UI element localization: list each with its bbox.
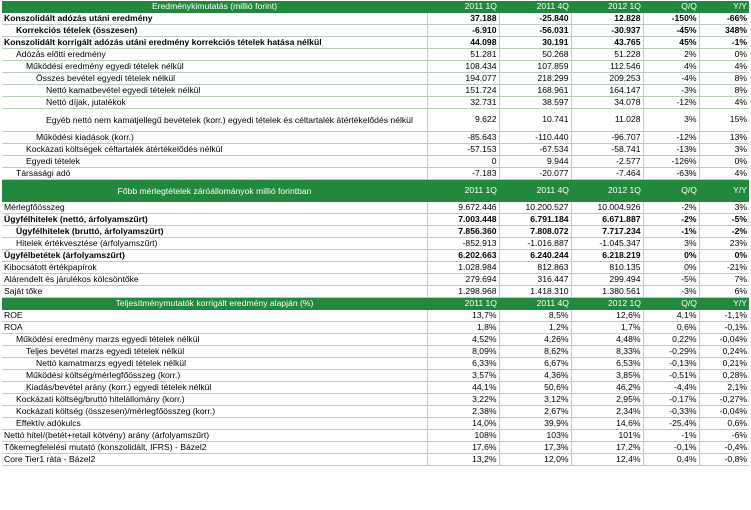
cell-v2: 30.191 bbox=[499, 37, 571, 49]
cell-v2: 10.741 bbox=[499, 109, 571, 132]
column-header: Y/Y bbox=[699, 180, 749, 203]
column-header: 2011 1Q bbox=[427, 180, 499, 203]
column-header: 2011 4Q bbox=[499, 1, 571, 13]
cell-v3: 6.671.887 bbox=[571, 214, 643, 226]
table-row bbox=[2, 406, 749, 418]
row-label: Működési eredmény egyedi tételek nélkül bbox=[2, 61, 427, 73]
cell-yy: 8% bbox=[699, 85, 749, 97]
cell-v3: 17,2% bbox=[571, 442, 643, 454]
cell-v3: 43.765 bbox=[571, 37, 643, 49]
cell-qq: -3% bbox=[643, 85, 699, 97]
cell-yy: 13% bbox=[699, 132, 749, 144]
cell-v1: 44.098 bbox=[427, 37, 499, 49]
cell-v1: 151.724 bbox=[427, 85, 499, 97]
cell-v2: 39,9% bbox=[499, 418, 571, 430]
cell-v1: 7.003.448 bbox=[427, 214, 499, 226]
section-header bbox=[2, 180, 749, 203]
cell-v2: -1.016.887 bbox=[499, 238, 571, 250]
cell-v1: 0 bbox=[427, 156, 499, 168]
row-label: Hitelek értékvesztése (árfolyamszűrt) bbox=[2, 238, 427, 250]
table-row bbox=[2, 358, 749, 370]
cell-qq: -0,17% bbox=[643, 394, 699, 406]
row-label: Nettó kamatbevétel egyedi tételek nélkül bbox=[2, 85, 427, 97]
cell-v2: 1.418.310 bbox=[499, 286, 571, 298]
cell-v3: 12.828 bbox=[571, 13, 643, 25]
cell-v2: 38.597 bbox=[499, 97, 571, 109]
table-row bbox=[2, 418, 749, 430]
cell-v2: 316.447 bbox=[499, 274, 571, 286]
cell-qq: -150% bbox=[643, 13, 699, 25]
column-header: 2011 4Q bbox=[499, 180, 571, 203]
cell-v1: 279.694 bbox=[427, 274, 499, 286]
cell-v3: 4,48% bbox=[571, 334, 643, 346]
cell-v3: -2.577 bbox=[571, 156, 643, 168]
table-row bbox=[2, 442, 749, 454]
cell-v1: 6.202.663 bbox=[427, 250, 499, 262]
cell-v2: 168.961 bbox=[499, 85, 571, 97]
cell-yy: 0,6% bbox=[699, 418, 749, 430]
cell-v1: 6,33% bbox=[427, 358, 499, 370]
cell-v1: -57.153 bbox=[427, 144, 499, 156]
cell-v2: 50,6% bbox=[499, 382, 571, 394]
cell-v1: 1,8% bbox=[427, 322, 499, 334]
cell-v2: 4,26% bbox=[499, 334, 571, 346]
table-row bbox=[2, 156, 749, 168]
table-row bbox=[2, 37, 749, 49]
cell-v1: 9.672.446 bbox=[427, 202, 499, 214]
cell-v3: 810.135 bbox=[571, 262, 643, 274]
cell-v1: 7.856.360 bbox=[427, 226, 499, 238]
cell-v1: -7.183 bbox=[427, 168, 499, 180]
row-label: Működési eredmény marzs egyedi tételek nélkül bbox=[2, 334, 427, 346]
row-label: Core Tier1 ráta - Bázel2 bbox=[2, 454, 427, 466]
table-row bbox=[2, 238, 749, 250]
column-header: Q/Q bbox=[643, 1, 699, 13]
row-label: Kiadás/bevétel arány (korr.) egyedi tételek nélkül bbox=[2, 382, 427, 394]
cell-qq: 0% bbox=[643, 250, 699, 262]
cell-yy: 0,28% bbox=[699, 370, 749, 382]
cell-yy: -66% bbox=[699, 13, 749, 25]
cell-yy: -1% bbox=[699, 37, 749, 49]
cell-yy: 3% bbox=[699, 144, 749, 156]
row-label: Kockázati költségek céltartalék átértékelődés nélkül bbox=[2, 144, 427, 156]
cell-v1: 13,2% bbox=[427, 454, 499, 466]
row-label: Kockázati költség/bruttó hitelállomány (korr.) bbox=[2, 394, 427, 406]
cell-v1: 1.028.984 bbox=[427, 262, 499, 274]
table-row bbox=[2, 250, 749, 262]
cell-v3: 12,6% bbox=[571, 310, 643, 322]
row-label: Összes bevétel egyedi tételek nélkül bbox=[2, 73, 427, 85]
cell-qq: -12% bbox=[643, 132, 699, 144]
column-header: Y/Y bbox=[699, 298, 749, 311]
table-row bbox=[2, 346, 749, 358]
table-row bbox=[2, 454, 749, 466]
cell-qq: -12% bbox=[643, 97, 699, 109]
cell-yy: -2% bbox=[699, 226, 749, 238]
cell-qq: -3% bbox=[643, 286, 699, 298]
cell-v3: -30.937 bbox=[571, 25, 643, 37]
row-label: ROE bbox=[2, 310, 427, 322]
cell-v2: 10.200.527 bbox=[499, 202, 571, 214]
cell-v2: 218.299 bbox=[499, 73, 571, 85]
cell-qq: 45% bbox=[643, 37, 699, 49]
row-label: Tőkemegfelelési mutató (konszolidált, IFRS) - Bázel2 bbox=[2, 442, 427, 454]
cell-v1: -85.643 bbox=[427, 132, 499, 144]
cell-yy: 23% bbox=[699, 238, 749, 250]
cell-v2: -20.077 bbox=[499, 168, 571, 180]
cell-v2: 50.268 bbox=[499, 49, 571, 61]
table-row bbox=[2, 168, 749, 180]
table-row bbox=[2, 214, 749, 226]
cell-v1: -6.910 bbox=[427, 25, 499, 37]
table-row bbox=[2, 49, 749, 61]
section-title: Teljesítménymutatók korrigált eredmény alapján (%) bbox=[2, 298, 427, 311]
cell-qq: -63% bbox=[643, 168, 699, 180]
section-header bbox=[2, 298, 749, 311]
cell-yy: 4% bbox=[699, 61, 749, 73]
row-label: Alárendelt és járulékos kölcsöntőke bbox=[2, 274, 427, 286]
cell-v3: -96.707 bbox=[571, 132, 643, 144]
table-row bbox=[2, 226, 749, 238]
cell-yy: 0,21% bbox=[699, 358, 749, 370]
cell-qq: -0,29% bbox=[643, 346, 699, 358]
cell-v2: 8,62% bbox=[499, 346, 571, 358]
cell-v3: 7.717.234 bbox=[571, 226, 643, 238]
cell-yy: 4% bbox=[699, 97, 749, 109]
cell-yy: 0,24% bbox=[699, 346, 749, 358]
cell-v2: -67.534 bbox=[499, 144, 571, 156]
cell-v1: 108.434 bbox=[427, 61, 499, 73]
cell-v1: 13,7% bbox=[427, 310, 499, 322]
cell-yy: -0,27% bbox=[699, 394, 749, 406]
row-label: Társasági adó bbox=[2, 168, 427, 180]
cell-v3: 11.028 bbox=[571, 109, 643, 132]
cell-yy: -0,8% bbox=[699, 454, 749, 466]
table-row bbox=[2, 274, 749, 286]
row-label: Ügyfélhitelek (nettó, árfolyamszűrt) bbox=[2, 214, 427, 226]
cell-v3: -7.464 bbox=[571, 168, 643, 180]
row-label: Mérlegfőösszeg bbox=[2, 202, 427, 214]
cell-qq: 4,1% bbox=[643, 310, 699, 322]
table-row bbox=[2, 262, 749, 274]
cell-qq: 3% bbox=[643, 109, 699, 132]
row-label: Egyedi tételek bbox=[2, 156, 427, 168]
row-label: Nettó díjak, jutalékok bbox=[2, 97, 427, 109]
cell-qq: -0,33% bbox=[643, 406, 699, 418]
table-row bbox=[2, 430, 749, 442]
row-label: Kockázati költség (összesen)/mérlegfőösszeg (korr.) bbox=[2, 406, 427, 418]
column-header: 2012 1Q bbox=[571, 298, 643, 311]
cell-yy: -0,04% bbox=[699, 334, 749, 346]
cell-v3: 8,33% bbox=[571, 346, 643, 358]
cell-qq: 0,22% bbox=[643, 334, 699, 346]
cell-v3: -1.045.347 bbox=[571, 238, 643, 250]
cell-v3: 1,7% bbox=[571, 322, 643, 334]
cell-v1: 108% bbox=[427, 430, 499, 442]
cell-yy: -0,1% bbox=[699, 322, 749, 334]
table-row bbox=[2, 286, 749, 298]
cell-v2: -110.440 bbox=[499, 132, 571, 144]
cell-v2: 3,12% bbox=[499, 394, 571, 406]
cell-yy: 8% bbox=[699, 73, 749, 85]
table-row bbox=[2, 73, 749, 85]
row-label: Kibocsátott értékpapírok bbox=[2, 262, 427, 274]
cell-v3: -58.741 bbox=[571, 144, 643, 156]
row-label: Saját tőke bbox=[2, 286, 427, 298]
cell-v3: 2,34% bbox=[571, 406, 643, 418]
cell-yy: 6% bbox=[699, 286, 749, 298]
table-row bbox=[2, 132, 749, 144]
cell-v3: 2,95% bbox=[571, 394, 643, 406]
cell-v2: -25.840 bbox=[499, 13, 571, 25]
section-header bbox=[2, 1, 749, 13]
cell-qq: -1% bbox=[643, 226, 699, 238]
cell-v2: 6,67% bbox=[499, 358, 571, 370]
cell-yy: 0% bbox=[699, 250, 749, 262]
table-row bbox=[2, 382, 749, 394]
cell-v2: 2,67% bbox=[499, 406, 571, 418]
cell-v1: 194.077 bbox=[427, 73, 499, 85]
row-label: Konszolidált adózás utáni eredmény bbox=[2, 13, 427, 25]
cell-v2: -56.031 bbox=[499, 25, 571, 37]
cell-v3: 101% bbox=[571, 430, 643, 442]
column-header: Q/Q bbox=[643, 180, 699, 203]
cell-v2: 4,36% bbox=[499, 370, 571, 382]
table-row bbox=[2, 370, 749, 382]
cell-v1: 3,22% bbox=[427, 394, 499, 406]
cell-qq: 0,4% bbox=[643, 454, 699, 466]
cell-yy: 2,1% bbox=[699, 382, 749, 394]
row-label: Nettó hitel/(betét+retail kötvény) arány (árfolyamszűrt) bbox=[2, 430, 427, 442]
table-row bbox=[2, 334, 749, 346]
cell-qq: -4% bbox=[643, 73, 699, 85]
cell-qq: -45% bbox=[643, 25, 699, 37]
cell-v3: 164.147 bbox=[571, 85, 643, 97]
cell-yy: -1,1% bbox=[699, 310, 749, 322]
cell-yy: 4% bbox=[699, 168, 749, 180]
cell-v1: 4,52% bbox=[427, 334, 499, 346]
cell-v2: 107.859 bbox=[499, 61, 571, 73]
table-row bbox=[2, 144, 749, 156]
cell-v3: 12,4% bbox=[571, 454, 643, 466]
section-title: Főbb mérlegtételek záróállományok millió forintban bbox=[2, 180, 427, 203]
cell-yy: -0,4% bbox=[699, 442, 749, 454]
cell-v3: 6,53% bbox=[571, 358, 643, 370]
cell-v2: 6.240.244 bbox=[499, 250, 571, 262]
column-header: Q/Q bbox=[643, 298, 699, 311]
cell-yy: 348% bbox=[699, 25, 749, 37]
cell-v1: 9.622 bbox=[427, 109, 499, 132]
row-label: Konszolidált korrigált adózás utáni eredmény korrekciós tételek hatása nélkül bbox=[2, 37, 427, 49]
row-label: Működési költség/mérlegfőösszeg (korr.) bbox=[2, 370, 427, 382]
cell-qq: 3% bbox=[643, 238, 699, 250]
cell-qq: -0,51% bbox=[643, 370, 699, 382]
cell-v2: 1,2% bbox=[499, 322, 571, 334]
cell-qq: -0,1% bbox=[643, 442, 699, 454]
row-label: Egyéb nettó nem kamatjellegű bevételek (korr.) egyedi tételek és céltartalék átértékelődés nélkül bbox=[2, 109, 427, 132]
cell-v3: 46,2% bbox=[571, 382, 643, 394]
cell-qq: 4% bbox=[643, 61, 699, 73]
cell-yy: -6% bbox=[699, 430, 749, 442]
cell-v3: 112.546 bbox=[571, 61, 643, 73]
cell-yy: 15% bbox=[699, 109, 749, 132]
financial-summary-table bbox=[2, 1, 749, 466]
cell-v2: 17,3% bbox=[499, 442, 571, 454]
cell-qq: -1% bbox=[643, 430, 699, 442]
cell-v3: 6.218.219 bbox=[571, 250, 643, 262]
cell-v3: 299.494 bbox=[571, 274, 643, 286]
table-row bbox=[2, 25, 749, 37]
cell-qq: -2% bbox=[643, 202, 699, 214]
cell-v3: 34.078 bbox=[571, 97, 643, 109]
cell-v3: 1.380.561 bbox=[571, 286, 643, 298]
cell-yy: -21% bbox=[699, 262, 749, 274]
cell-qq: -13% bbox=[643, 144, 699, 156]
row-label: Teljes bevétel marzs egyedi tételek nélkül bbox=[2, 346, 427, 358]
financial-summary-sheet bbox=[2, 1, 749, 466]
cell-yy: 0% bbox=[699, 49, 749, 61]
row-label: Ügyfélbetétek (árfolyamszűrt) bbox=[2, 250, 427, 262]
table-row bbox=[2, 394, 749, 406]
cell-yy: -0,04% bbox=[699, 406, 749, 418]
cell-v2: 7.808.072 bbox=[499, 226, 571, 238]
cell-yy: 3% bbox=[699, 202, 749, 214]
column-header: Y/Y bbox=[699, 1, 749, 13]
table-body bbox=[2, 1, 749, 466]
cell-qq: 2% bbox=[643, 49, 699, 61]
cell-v1: 44,1% bbox=[427, 382, 499, 394]
cell-qq: -25,4% bbox=[643, 418, 699, 430]
row-label: Korrekciós tételek (összesen) bbox=[2, 25, 427, 37]
table-row bbox=[2, 61, 749, 73]
cell-v1: 17,6% bbox=[427, 442, 499, 454]
row-label: Működési kiadások (korr.) bbox=[2, 132, 427, 144]
cell-yy: 0% bbox=[699, 156, 749, 168]
cell-qq: -2% bbox=[643, 214, 699, 226]
cell-v1: 1.298.968 bbox=[427, 286, 499, 298]
row-label: Effektív adókulcs bbox=[2, 418, 427, 430]
cell-v1: 3,57% bbox=[427, 370, 499, 382]
column-header: 2011 4Q bbox=[499, 298, 571, 311]
cell-qq: -4,4% bbox=[643, 382, 699, 394]
cell-qq: -0,13% bbox=[643, 358, 699, 370]
column-header: 2011 1Q bbox=[427, 1, 499, 13]
cell-v3: 14,6% bbox=[571, 418, 643, 430]
cell-v1: 32.731 bbox=[427, 97, 499, 109]
table-row bbox=[2, 85, 749, 97]
table-row bbox=[2, 202, 749, 214]
cell-v1: 8,09% bbox=[427, 346, 499, 358]
table-row bbox=[2, 97, 749, 109]
cell-v2: 8,5% bbox=[499, 310, 571, 322]
section-title: Eredménykimutatás (millió forint) bbox=[2, 1, 427, 13]
column-header: 2011 1Q bbox=[427, 298, 499, 311]
cell-qq: -126% bbox=[643, 156, 699, 168]
table-row bbox=[2, 322, 749, 334]
cell-qq: 0% bbox=[643, 262, 699, 274]
cell-v3: 10.004.926 bbox=[571, 202, 643, 214]
cell-yy: -5% bbox=[699, 214, 749, 226]
cell-yy: 7% bbox=[699, 274, 749, 286]
cell-v2: 6.791.184 bbox=[499, 214, 571, 226]
cell-v1: 2,38% bbox=[427, 406, 499, 418]
cell-v3: 3,85% bbox=[571, 370, 643, 382]
cell-qq: 0,6% bbox=[643, 322, 699, 334]
cell-v1: 37.188 bbox=[427, 13, 499, 25]
column-header: 2012 1Q bbox=[571, 1, 643, 13]
cell-v1: -852.913 bbox=[427, 238, 499, 250]
table-row bbox=[2, 310, 749, 322]
cell-v3: 51.228 bbox=[571, 49, 643, 61]
table-row bbox=[2, 109, 749, 132]
cell-v3: 209.253 bbox=[571, 73, 643, 85]
cell-v1: 14,0% bbox=[427, 418, 499, 430]
cell-v1: 51.281 bbox=[427, 49, 499, 61]
row-label: ROA bbox=[2, 322, 427, 334]
cell-v2: 812.863 bbox=[499, 262, 571, 274]
row-label: Nettó kamatmarzs egyedi tételek nélkül bbox=[2, 358, 427, 370]
column-header: 2012 1Q bbox=[571, 180, 643, 203]
cell-v2: 12,0% bbox=[499, 454, 571, 466]
cell-v2: 9.944 bbox=[499, 156, 571, 168]
cell-v2: 103% bbox=[499, 430, 571, 442]
row-label: Adózás előtti eredmény bbox=[2, 49, 427, 61]
row-label: Ügyfélhitelek (bruttó, árfolyamszűrt) bbox=[2, 226, 427, 238]
cell-qq: -5% bbox=[643, 274, 699, 286]
table-row bbox=[2, 13, 749, 25]
